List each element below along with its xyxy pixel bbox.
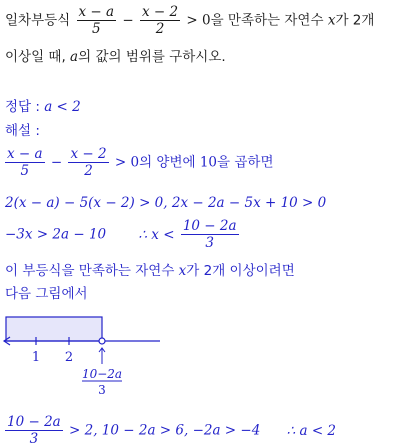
step6-fraction (5, 414, 63, 447)
tick-1-label: 1 (31, 350, 41, 365)
problem-frac1-den: 5 (92, 21, 101, 37)
problem-minus: − (122, 12, 134, 29)
problem-line-2 (5, 48, 226, 66)
solution-label: 해설 : (5, 123, 40, 139)
step3-frac-num: 10 − 2a (182, 218, 237, 234)
solution-step-4 (5, 262, 295, 280)
step4-var: x (178, 263, 187, 279)
step1-frac1-den: 5 (20, 163, 30, 179)
step6-therefore: ∴ a < 2 (286, 422, 337, 439)
problem-var-a: a (70, 49, 79, 65)
problem-frac2-num: x − 2 (141, 4, 179, 20)
problem-fraction-1 (77, 4, 117, 37)
step3-therefore: ∴ x < (138, 226, 175, 243)
solution-step-3 (5, 218, 241, 251)
solution-region (6, 317, 102, 341)
problem-gt-zero: > 0 (186, 12, 211, 29)
step1-frac2-num: x − 2 (70, 146, 107, 162)
problem-frac2-den: 2 (155, 21, 165, 37)
marker-frac-num: 10−2a (81, 367, 123, 381)
step1-text-2: 을 곱하면 (217, 154, 274, 171)
solution-step-1 (3, 146, 274, 179)
solution-step-5: 다음 그림에서 (5, 286, 88, 302)
step1-fraction-1 (5, 146, 45, 179)
step4-b: 가 2개 이상이려면 (186, 263, 295, 279)
problem-line2-b: 의 값의 범위를 구하시오. (78, 49, 226, 65)
step1-text: 의 양변에 (139, 154, 196, 171)
step3-frac-den: 3 (205, 235, 214, 251)
step1-frac1-num: x − a (7, 146, 43, 162)
number-line-diagram (0, 308, 400, 398)
step1-minus: − (50, 154, 63, 171)
answer-value: a < 2 (44, 99, 81, 115)
problem-tail-1: 을 만족하는 자연수 (210, 12, 324, 29)
step1-number: 10 (199, 154, 218, 171)
problem-tail-2: 가 2개 (335, 12, 375, 29)
answer-line (5, 98, 81, 116)
problem-frac1-num: x − a (78, 4, 115, 20)
tick-2-label: 2 (64, 350, 74, 365)
solution-step-6 (3, 414, 336, 447)
step3-fraction (181, 218, 239, 251)
marker-frac-den: 3 (98, 383, 106, 397)
step1-gt: > 0 (114, 154, 140, 171)
problem-line-1 (5, 4, 374, 37)
step6-rest: > 2, 10 − 2a > 6, −2a > −4 (69, 422, 261, 439)
step6-frac-den: 3 (29, 431, 39, 447)
step1-frac2-den: 2 (84, 163, 93, 179)
open-endpoint (99, 338, 105, 344)
solution-step-2: 2(x − a) − 5(x − 2) > 0, 2x − 2a − 5x + 10 > 0 (5, 195, 327, 211)
problem-fraction-2 (140, 4, 180, 37)
step3-left: −3x > 2a − 10 (5, 226, 107, 243)
problem-lead: 일차부등식 (5, 12, 71, 29)
step1-fraction-2 (68, 146, 108, 179)
problem-line2-a: 이상일 때, (5, 49, 66, 65)
problem-var-x: x (327, 12, 336, 29)
step6-frac-num: 10 − 2a (7, 414, 61, 430)
answer-label: 정답 : (5, 99, 40, 115)
step4-a: 이 부등식을 만족하는 자연수 (5, 263, 175, 279)
